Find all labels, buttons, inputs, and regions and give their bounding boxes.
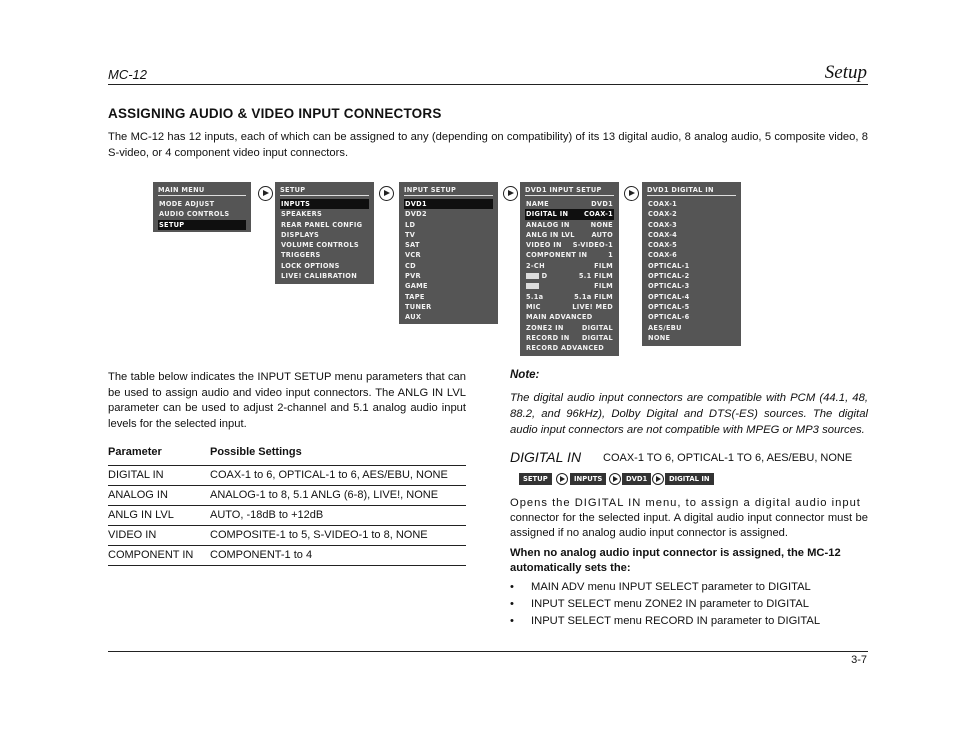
dvd1-input-setup-menu-screen	[520, 182, 619, 356]
menu-divider	[158, 195, 246, 196]
row-value: FILM	[594, 282, 613, 291]
description-line: Opens the DIGITAL IN menu, to assign a digital audio input	[510, 497, 861, 509]
table-cell: ANLG IN LVL	[108, 506, 210, 526]
menu-item-coax-4[interactable]: COAX-4	[648, 230, 678, 239]
menu-item-coax-6[interactable]: COAX-6	[648, 251, 678, 260]
menu-row-main-advanced[interactable]	[525, 312, 614, 322]
menu-row-digital-in[interactable]	[525, 209, 614, 219]
row-value: 5.1 FILM	[578, 272, 613, 281]
menu-item-mode-adjust[interactable]: MODE ADJUST	[159, 200, 215, 208]
menu-item-tv[interactable]: TV	[405, 230, 416, 239]
input-setup-menu-screen	[399, 182, 498, 324]
menu-divider	[280, 195, 369, 196]
menu-item-displays[interactable]: DISPLAYS	[281, 230, 320, 239]
row-label: NAME	[526, 200, 549, 208]
dvd1-digital-in-menu-screen	[642, 182, 741, 346]
row-value: AUTO	[591, 230, 613, 239]
auto-settings-heading: When no analog audio input connector is assigned, the MC-12 automatically sets the:	[510, 547, 841, 574]
table-cell: DIGITAL IN	[108, 466, 210, 486]
dolby-digital-icon	[526, 273, 539, 279]
arrow-right-icon	[652, 473, 664, 485]
setup-menu-title: SETUP	[280, 186, 306, 194]
menu-item-tape[interactable]: TAPE	[405, 292, 425, 301]
menu-item-tuner[interactable]: TUNER	[405, 302, 432, 311]
row-label: MIC	[526, 302, 541, 311]
row-label: ZONE2 IN	[526, 323, 564, 332]
dvd1-input-setup-title: DVD1 INPUT SETUP	[525, 186, 602, 194]
menu-divider	[404, 195, 493, 196]
menu-divider	[647, 195, 736, 196]
menu-row-2ch[interactable]	[525, 261, 614, 271]
menu-item-optical-6[interactable]: OPTICAL-6	[648, 313, 690, 322]
table-row	[108, 466, 466, 486]
table-cell: ANALOG IN	[108, 486, 210, 506]
row-value: 5.1a FILM	[574, 292, 613, 301]
menu-item-coax-5[interactable]: COAX-5	[648, 241, 678, 250]
table-cell: COMPONENT-1 to 4	[210, 546, 466, 566]
menu-item-cd[interactable]: CD	[405, 261, 416, 270]
row-label: 5.1a	[526, 292, 544, 301]
auto-settings-list	[510, 579, 870, 630]
menu-item-optical-1[interactable]: OPTICAL-1	[648, 261, 690, 270]
list-item: • MAIN ADV menu INPUT SELECT parameter to DIGITAL	[510, 579, 870, 596]
row-value: NONE	[590, 220, 613, 229]
digital-in-heading: DIGITAL IN	[510, 449, 582, 465]
menu-item-game[interactable]: GAME	[405, 282, 428, 291]
header-model: MC-12	[108, 67, 148, 82]
header-rule	[108, 84, 868, 85]
row-label: COMPONENT IN	[526, 251, 588, 260]
page-number: 3-7	[851, 654, 867, 666]
menu-item-aux[interactable]: AUX	[405, 313, 422, 322]
menu-item-coax-1[interactable]: COAX-1	[648, 200, 678, 208]
row-value: LIVE! MED	[572, 302, 613, 311]
description-rest: connector for the selected input. A digital audio input connector must be assigned if no analog audio input connector is assigned.	[510, 512, 868, 539]
menu-row-dts[interactable]	[525, 281, 614, 291]
menu-item-ld[interactable]: LD	[405, 220, 416, 229]
arrow-right-icon	[609, 473, 621, 485]
table-cell: AUTO, -18dB to +12dB	[210, 506, 466, 526]
row-value: DVD1	[591, 200, 613, 208]
header-section-title: Setup	[824, 62, 867, 83]
row-label: VIDEO IN	[526, 241, 562, 250]
parameter-table	[108, 443, 466, 566]
note-label: Note:	[510, 369, 540, 381]
row-value: COAX-1	[583, 210, 613, 219]
menu-row-video-in[interactable]	[525, 240, 614, 250]
menu-item-setup[interactable]: SETUP	[158, 220, 246, 230]
row-value: DIGITAL	[581, 323, 613, 332]
table-cell: ANALOG-1 to 8, 5.1 ANLG (6-8), LIVE!, NONE	[210, 486, 466, 506]
path-chip-inputs: INPUTS	[570, 473, 606, 485]
menu-row-dolby-digital[interactable]	[525, 271, 614, 281]
table-intro-paragraph: The table below indicates the INPUT SETUP menu parameters that can be used to assign audio and video input connectors. The ANLG IN LVL parameter can be used to adjust 2-channel and 5.1 analog audio input levels for the selected input.	[108, 371, 466, 430]
row-value: FILM	[594, 261, 613, 270]
arrow-right-icon	[379, 186, 394, 201]
main-menu-screen	[153, 182, 251, 232]
note-text: The digital audio input connectors are compatible with PCM (44.1, 48, 88.2, and 96kHz), Dolby Digital and DTS(-ES) sources. The digital audio input connectors are not compatible with MPEG or MP3 sources.	[510, 392, 868, 436]
menu-row-mic[interactable]	[525, 302, 614, 312]
menu-item-optical-3[interactable]: OPTICAL-3	[648, 282, 690, 291]
arrow-right-icon	[556, 473, 568, 485]
row-label: ANLG IN LVL	[526, 230, 575, 239]
row-label: 2-CH	[526, 261, 545, 270]
menu-item-pvr[interactable]: PVR	[405, 272, 421, 281]
column-header-settings: Possible Settings	[210, 446, 302, 458]
section-title: ASSIGNING AUDIO & VIDEO INPUT CONNECTORS	[108, 106, 442, 121]
row-value: DIGITAL	[581, 333, 613, 342]
path-chip-digital-in: DIGITAL IN	[665, 473, 714, 485]
menu-item-none[interactable]: NONE	[648, 333, 671, 342]
menu-item-speakers[interactable]: SPEAKERS	[281, 210, 323, 219]
menu-item-optical-5[interactable]: OPTICAL-5	[648, 302, 690, 311]
row-label: RECORD ADVANCED	[526, 344, 605, 353]
menu-item-inputs[interactable]: INPUTS	[280, 199, 369, 209]
digital-in-description	[510, 496, 868, 541]
menu-divider	[525, 195, 614, 196]
menu-row-component-in[interactable]	[525, 250, 614, 260]
menu-row-5-1a[interactable]	[525, 292, 614, 302]
table-cell: COMPOSITE-1 to 5, S-VIDEO-1 to 8, NONE	[210, 526, 466, 546]
digital-in-settings: COAX-1 TO 6, OPTICAL-1 TO 6, AES/EBU, NONE	[603, 452, 853, 464]
menu-row-record-advanced[interactable]	[525, 343, 614, 353]
menu-row-zone2-in[interactable]	[525, 323, 614, 333]
row-label: D	[541, 272, 548, 281]
table-row	[108, 506, 466, 526]
menu-row-name[interactable]	[525, 199, 614, 209]
menu-item-live-calibration[interactable]: LIVE! CALIBRATION	[281, 272, 358, 281]
menu-item-volume-controls[interactable]: VOLUME CONTROLS	[281, 241, 359, 250]
footer-rule	[108, 651, 868, 652]
table-cell: COMPONENT IN	[108, 546, 210, 566]
table-cell: VIDEO IN	[108, 526, 210, 546]
table-cell: COAX-1 to 6, OPTICAL-1 to 6, AES/EBU, NONE	[210, 466, 466, 486]
path-chip-dvd1: DVD1	[622, 473, 651, 485]
table-row	[108, 486, 466, 506]
arrow-right-icon	[258, 186, 273, 201]
path-chip-setup: SETUP	[519, 473, 552, 485]
main-menu-title: MAIN MENU	[158, 186, 205, 194]
table-row	[108, 546, 466, 566]
list-item: • INPUT SELECT menu RECORD IN parameter to DIGITAL	[510, 613, 870, 630]
menu-item-triggers[interactable]: TRIGGERS	[281, 251, 321, 260]
menu-row-anlg-in-lvl[interactable]	[525, 230, 614, 240]
menu-item-coax-2[interactable]: COAX-2	[648, 210, 678, 219]
setup-menu-screen	[275, 182, 374, 284]
menu-item-audio-controls[interactable]: AUDIO CONTROLS	[159, 210, 230, 219]
menu-item-rear-panel-config[interactable]: REAR PANEL CONFIG	[281, 220, 363, 229]
row-label: ANALOG IN	[526, 220, 570, 229]
menu-item-lock-options[interactable]: LOCK OPTIONS	[281, 261, 340, 270]
menu-item-dvd1[interactable]: DVD1	[404, 199, 493, 209]
menu-item-sat[interactable]: SAT	[405, 241, 420, 250]
list-item: • INPUT SELECT menu ZONE2 IN parameter to DIGITAL	[510, 596, 870, 613]
row-label: MAIN ADVANCED	[526, 313, 593, 322]
menu-item-optical-2[interactable]: OPTICAL-2	[648, 272, 690, 281]
menu-row-record-in[interactable]	[525, 333, 614, 343]
row-value: 1	[608, 251, 613, 260]
menu-row-analog-in[interactable]	[525, 220, 614, 230]
row-label: DIGITAL IN	[526, 210, 569, 219]
menu-item-vcr[interactable]: VCR	[405, 251, 421, 260]
column-header-parameter: Parameter	[108, 446, 162, 458]
table-row	[108, 526, 466, 546]
menu-item-optical-4[interactable]: OPTICAL-4	[648, 292, 690, 301]
menu-item-dvd2[interactable]: DVD2	[405, 210, 427, 219]
arrow-right-icon	[624, 186, 639, 201]
menu-item-coax-3[interactable]: COAX-3	[648, 220, 678, 229]
intro-paragraph: The MC-12 has 12 inputs, each of which can be assigned to any (depending on compatibility) of its 13 digital audio, 8 analog audio, 5 composite video, 8 S-video, or 4 component video input connectors.	[108, 131, 868, 159]
row-label: RECORD IN	[526, 333, 570, 342]
dvd1-digital-in-title: DVD1 DIGITAL IN	[647, 186, 714, 194]
arrow-right-icon	[503, 186, 518, 201]
menu-item-aes-ebu[interactable]: AES/EBU	[648, 323, 682, 332]
input-setup-menu-title: INPUT SETUP	[404, 186, 457, 194]
dts-icon	[526, 283, 539, 289]
table-header-row	[108, 443, 466, 466]
row-value: S-VIDEO-1	[572, 241, 613, 250]
